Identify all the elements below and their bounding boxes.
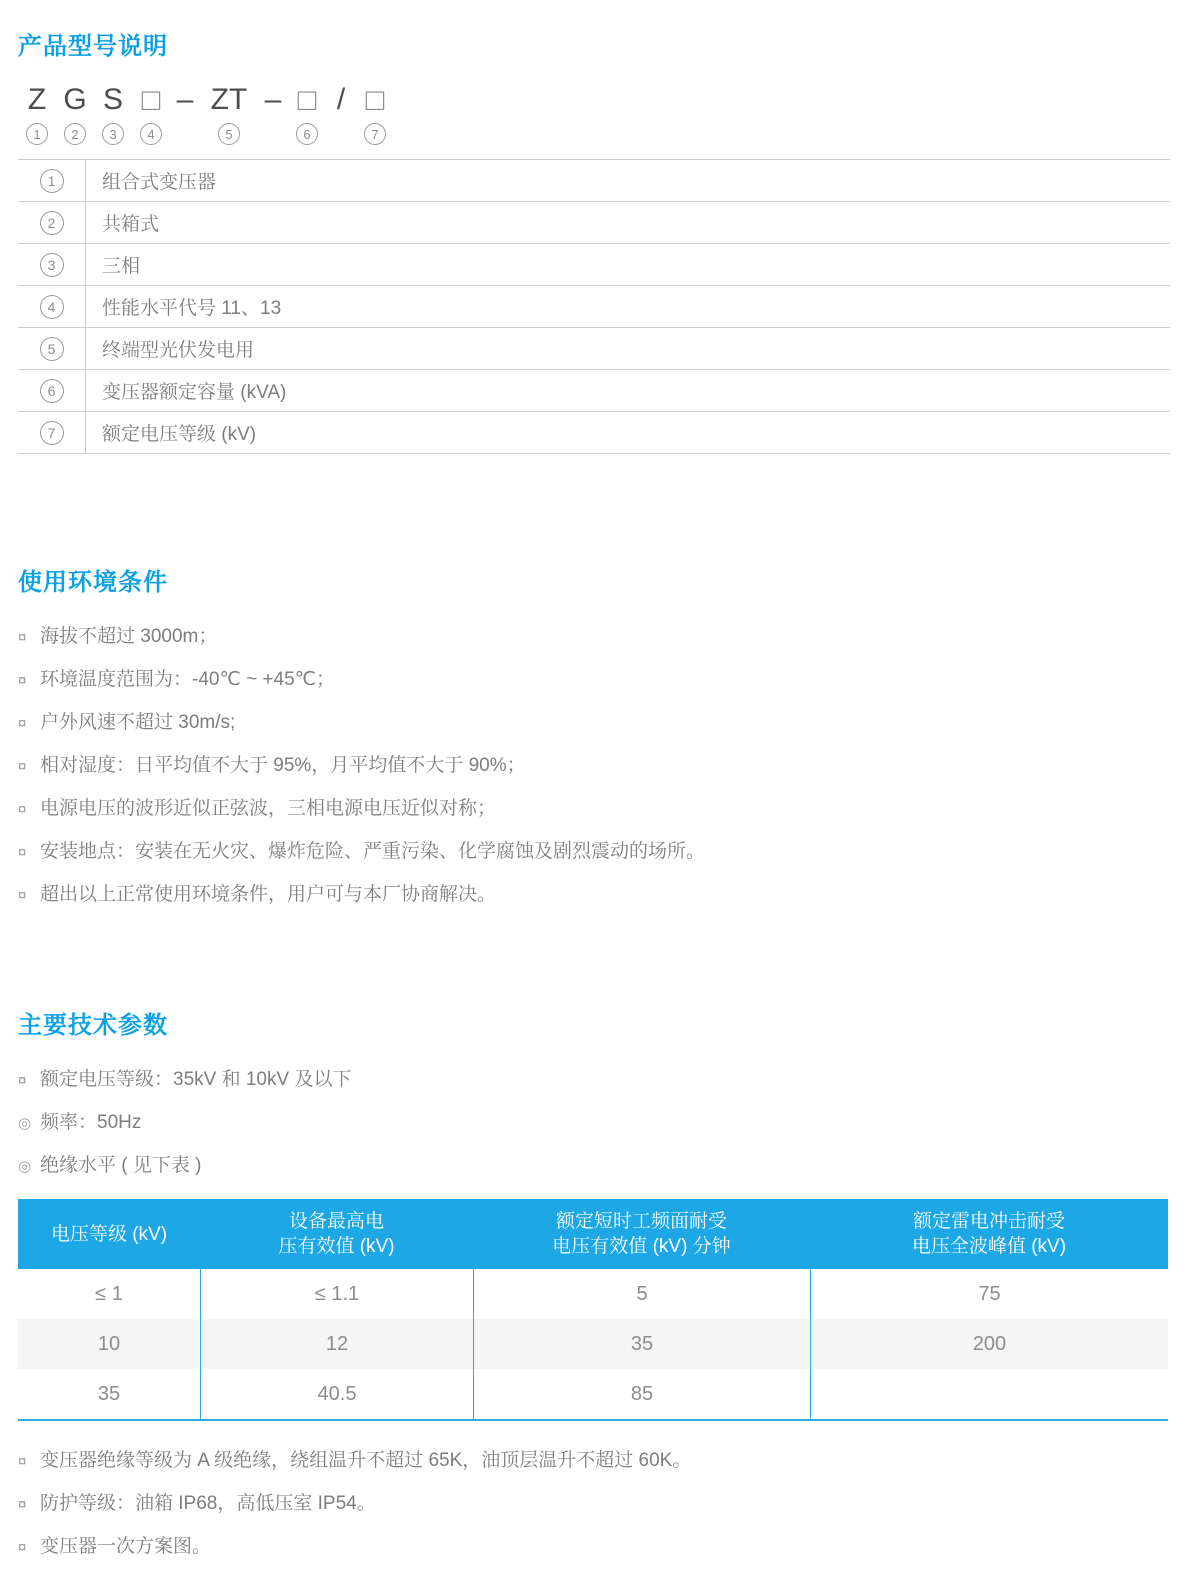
environment-bullets — [18, 627, 1170, 905]
bullet-item — [18, 627, 1170, 647]
table-cell: ≤ 1 — [95, 1282, 123, 1305]
model-code-part — [94, 83, 132, 145]
table-cell: 12 — [200, 1319, 473, 1369]
table-cell — [810, 1369, 1168, 1419]
bullet-item — [18, 1451, 1170, 1471]
parameter-bullets — [18, 1070, 1170, 1176]
bullet-text: 安装地点：安装在无火灾、爆炸危险、严重污染、化学腐蚀及剧烈震动的场所。 — [40, 841, 706, 862]
header-cell — [200, 1199, 473, 1269]
table-row — [18, 160, 1170, 202]
bullet-icon: ¤ — [18, 758, 27, 775]
circled-number: 1 — [26, 123, 48, 145]
bullet-item — [18, 1113, 1170, 1133]
row-number-cell — [18, 370, 86, 411]
bullet-text: 防护等级：油箱 IP68，高低压室 IP54。 — [40, 1493, 376, 1514]
header-cell — [473, 1199, 810, 1269]
table-row — [18, 370, 1170, 412]
circled-number: 6 — [296, 123, 318, 145]
bullet-icon: ¤ — [18, 1453, 27, 1470]
table-cell: 85 — [473, 1369, 810, 1419]
bullet-text: 相对湿度：日平均值不大于 95%，月平均值不大于 90%； — [40, 755, 526, 776]
bullet-text: 环境温度范围为：-40℃ ~ +45℃； — [40, 669, 336, 690]
circled-number: 2 — [64, 123, 86, 145]
circled-number: 5 — [40, 337, 64, 361]
header-cell — [810, 1199, 1168, 1269]
header-line: 额定短时工频面耐受 — [555, 1211, 727, 1232]
table-cell: ≤ 1.1 — [200, 1269, 473, 1319]
model-code-part — [132, 83, 170, 145]
model-letter: G — [63, 83, 87, 116]
table-row — [18, 1369, 1168, 1419]
bullet-icon: ¤ — [18, 887, 27, 904]
model-code-part — [56, 83, 94, 145]
section-title-parameters: 主要技术参数 — [18, 1012, 168, 1039]
row-number-cell — [18, 202, 86, 243]
bullet-text: 变压器一次方案图。 — [40, 1536, 212, 1557]
table-row — [18, 1269, 1168, 1319]
dash-separator: – — [264, 83, 282, 116]
model-code-part — [170, 83, 200, 145]
bullet-text: 超出以上正常使用环境条件，用户可与本厂协商解决。 — [40, 884, 497, 905]
bullet-item — [18, 670, 1170, 690]
section-title-model: 产品型号说明 — [18, 33, 168, 60]
placeholder-box: □ — [297, 82, 317, 117]
bullet-item — [18, 1537, 1170, 1557]
table-cell: 5 — [473, 1269, 810, 1319]
bullet-icon: ◎ — [18, 1115, 32, 1132]
row-number-cell — [18, 328, 86, 369]
bullet-icon: ¤ — [18, 715, 27, 732]
row-number-cell — [18, 286, 86, 327]
table-cell: 75 — [810, 1269, 1168, 1319]
bullet-text: 额定电压等级：35kV 和 10kV 及以下 — [40, 1069, 352, 1090]
bullet-item — [18, 799, 1170, 819]
model-legend-table — [18, 159, 1170, 454]
bullet-item — [18, 885, 1170, 905]
bullet-item — [18, 713, 1170, 733]
section-title-environment: 使用环境条件 — [18, 569, 168, 596]
table-row — [18, 412, 1170, 454]
header-line: 设备最高电 — [288, 1211, 384, 1232]
table-cell: 40.5 — [200, 1369, 473, 1419]
insulation-level-table — [18, 1199, 1168, 1421]
header-line: 电压有效值 (kV) 分钟 — [552, 1236, 731, 1257]
header-cell — [18, 1199, 200, 1269]
bullet-icon: ¤ — [18, 1072, 27, 1089]
table-row — [18, 1319, 1168, 1369]
circled-number: 6 — [40, 379, 64, 403]
placeholder-box: □ — [365, 82, 385, 117]
bullet-item — [18, 1156, 1170, 1176]
row-description: 性能水平代号 11、13 — [102, 298, 282, 319]
header-line: 电压全波峰值 (kV) — [911, 1236, 1067, 1257]
circled-number: 5 — [218, 123, 240, 145]
bullet-text: 户外风速不超过 30m/s; — [40, 712, 236, 733]
model-code-part — [288, 83, 326, 145]
circled-number: 3 — [40, 253, 64, 277]
model-code-part — [200, 83, 258, 145]
circled-number: 7 — [40, 421, 64, 445]
bullet-item — [18, 1494, 1170, 1514]
table-row — [18, 202, 1170, 244]
bullet-text: 电源电压的波形近似正弦波，三相电源电压近似对称； — [40, 798, 497, 819]
row-number-cell — [18, 412, 86, 453]
row-description: 额定电压等级 (kV) — [102, 424, 257, 445]
row-description: 三相 — [102, 256, 141, 277]
model-letter: S — [102, 83, 123, 116]
table-cell: 10 — [97, 1332, 121, 1355]
circled-number: 1 — [40, 169, 64, 193]
circled-number: 4 — [140, 123, 162, 145]
table-cell: 200 — [810, 1319, 1168, 1369]
bullet-icon: ◎ — [18, 1158, 32, 1175]
bullet-text: 海拔不超过 3000m； — [40, 626, 218, 647]
bullet-item — [18, 756, 1170, 776]
model-letter: Z — [27, 83, 47, 116]
row-description: 共箱式 — [102, 214, 160, 235]
row-number-cell — [18, 160, 86, 201]
bullet-text: 频率：50Hz — [40, 1112, 142, 1133]
circled-number: 2 — [40, 211, 64, 235]
circled-number: 4 — [40, 295, 64, 319]
bullet-icon: ¤ — [18, 1496, 27, 1513]
row-description: 变压器额定容量 (kVA) — [102, 382, 287, 403]
bullet-icon: ¤ — [18, 672, 27, 689]
model-code-part — [326, 83, 356, 145]
model-code — [18, 83, 1170, 145]
dash-separator: – — [176, 83, 194, 116]
table-cell: 35 — [97, 1382, 121, 1405]
bullet-item — [18, 1070, 1170, 1090]
table-row — [18, 244, 1170, 286]
header-line: 额定雷电冲击耐受 — [912, 1211, 1065, 1232]
bullet-item — [18, 842, 1170, 862]
table-row — [18, 328, 1170, 370]
table-row — [18, 286, 1170, 328]
placeholder-box: □ — [141, 82, 161, 117]
model-code-part — [258, 83, 288, 145]
slash-separator: / — [336, 83, 346, 116]
model-code-part — [356, 83, 394, 145]
circled-number: 3 — [102, 123, 124, 145]
table-body — [18, 1269, 1168, 1421]
bullet-icon: ¤ — [18, 844, 27, 861]
table-cell: 35 — [473, 1319, 810, 1369]
circled-number: 7 — [364, 123, 386, 145]
bullet-icon: ¤ — [18, 1539, 27, 1556]
header-line: 电压等级 (kV) — [50, 1223, 168, 1245]
table-header-row — [18, 1199, 1168, 1269]
bullet-icon: ¤ — [18, 629, 27, 646]
bullet-icon: ¤ — [18, 801, 27, 818]
table-bottom-border — [18, 1419, 1168, 1421]
model-letter: ZT — [210, 83, 248, 116]
parameter-notes — [18, 1451, 1170, 1557]
row-description: 终端型光伏发电用 — [102, 340, 255, 361]
row-description: 组合式变压器 — [102, 172, 217, 193]
header-line: 压有效值 (kV) — [278, 1236, 395, 1257]
row-number-cell — [18, 244, 86, 285]
model-code-part — [18, 83, 56, 145]
bullet-text: 绝缘水平 ( 见下表 ) — [40, 1155, 202, 1176]
bullet-text: 变压器绝缘等级为 A 级绝缘，绕组温升不超过 65K，油顶层温升不超过 60K。 — [40, 1450, 692, 1471]
